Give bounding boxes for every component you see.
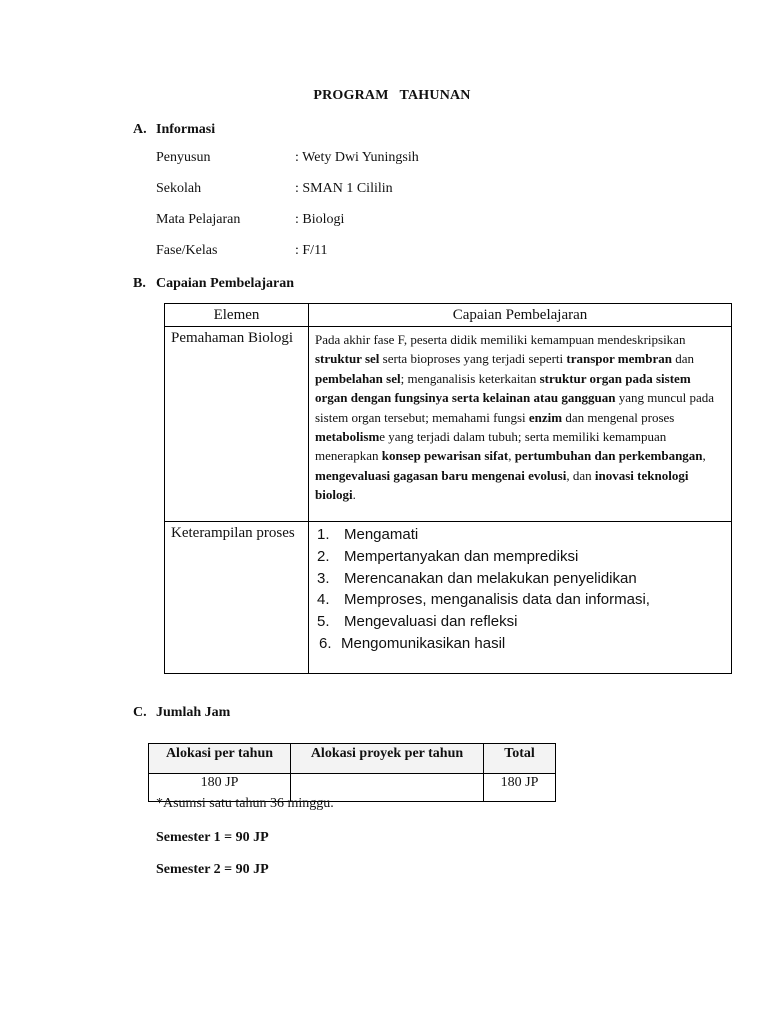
table-row xyxy=(165,327,732,522)
bold-term: pembelahan sel xyxy=(315,370,401,386)
list-text: Mengevaluasi dan refleksi xyxy=(344,613,518,631)
header-alokasi-per-tahun: Alokasi per tahun xyxy=(149,744,291,774)
list-text: Merencanakan dan melakukan penyelidikan xyxy=(344,569,637,587)
text-segment: serta bioproses yang terjadi seperti xyxy=(379,351,567,367)
info-value-mata-pelajaran: : Biologi xyxy=(295,212,345,227)
info-value-penyusun: : Wety Dwi Yuningsih xyxy=(295,150,419,165)
text-segment: ; menganalisis keterkaitan xyxy=(400,370,540,386)
list-item xyxy=(317,633,723,655)
section-b-letter: B. xyxy=(133,276,146,291)
list-text: Mengomunikasikan hasil xyxy=(341,634,506,652)
text-segment: , xyxy=(702,448,706,464)
section-c-letter: C. xyxy=(133,705,147,720)
info-label-sekolah: Sekolah xyxy=(156,181,202,196)
info-label-mata-pelajaran: Mata Pelajaran xyxy=(156,212,241,227)
list-item xyxy=(317,568,723,590)
semester-2: Semester 2 = 90 JP xyxy=(156,862,269,877)
section-a-title: Informasi xyxy=(156,122,216,137)
text-segment: yang muncul pada sistem organ tersebut; memahami fungsi xyxy=(315,390,715,425)
bold-term: inovasi teknologi biologi xyxy=(315,467,689,503)
section-c-heading xyxy=(133,705,230,721)
header-total: Total xyxy=(484,744,556,774)
bold-term: mengevaluasi gagasan baru mengenai evolusi xyxy=(315,467,567,483)
list-text: Mempertanyakan dan memprediksi xyxy=(344,547,579,565)
text-segment: e yang terjadi dalam tubuh; serta memiliki kemampuan menerapkan xyxy=(315,429,667,464)
capaian-table-header xyxy=(165,304,732,327)
section-b-title: Capaian Pembelajaran xyxy=(156,276,295,291)
list-item xyxy=(317,546,723,568)
cell-alokasi-per-tahun: 180 JP xyxy=(149,774,291,802)
section-a-heading xyxy=(133,122,215,138)
page-title: PROGRAM TAHUNAN xyxy=(313,88,471,103)
text-segment: Pada akhir fase F, peserta didik memiliki kemampuan mendeskripsikan xyxy=(315,332,686,347)
jumlah-jam-header xyxy=(149,744,556,774)
element-pemahaman-biologi: Pemahaman Biologi xyxy=(165,327,309,522)
bold-term: transpor membran xyxy=(566,351,672,367)
semester-1: Semester 1 = 90 JP xyxy=(156,830,269,845)
list-number: 1. xyxy=(317,526,330,543)
section-c-title: Jumlah Jam xyxy=(156,705,231,720)
info-label-fase-kelas: Fase/Kelas xyxy=(156,243,218,258)
list-number: 5. xyxy=(317,613,330,631)
list-number: 6. xyxy=(319,634,332,652)
cell-total: 180 JP xyxy=(484,774,556,802)
list-item xyxy=(317,589,723,611)
list-number: 2. xyxy=(317,547,330,565)
header-alokasi-proyek: Alokasi proyek per tahun xyxy=(291,744,484,774)
bold-term: struktur sel xyxy=(315,351,380,367)
capaian-description xyxy=(309,327,732,522)
text-segment: , dan xyxy=(566,467,595,483)
capaian-table xyxy=(164,303,732,674)
bold-term: struktur organ pada sistem organ dengan fungsinya serta kelainan atau gangguan xyxy=(315,370,691,406)
bold-term: pertumbuhan dan perkembangan xyxy=(514,448,703,464)
text-segment: , xyxy=(508,448,515,464)
info-value-sekolah: : SMAN 1 Cililin xyxy=(295,181,393,196)
text-segment: dan xyxy=(671,351,694,367)
list-number: 4. xyxy=(317,591,330,609)
list-item xyxy=(317,524,723,546)
list-item xyxy=(317,611,723,633)
bold-term: metabolism xyxy=(315,429,380,445)
header-capaian: Capaian Pembelajaran xyxy=(309,304,732,327)
info-label-penyusun: Penyusun xyxy=(156,150,211,165)
keterampilan-list xyxy=(309,522,732,674)
text-segment: dan mengenal proses xyxy=(562,409,675,425)
bold-term: konsep pewarisan sifat xyxy=(381,448,509,464)
element-keterampilan-proses: Keterampilan proses xyxy=(165,522,309,674)
list-text: Mengamati xyxy=(344,526,419,543)
section-b-heading xyxy=(133,276,294,292)
assumption-note: *Asumsi satu tahun 36 minggu. xyxy=(156,796,334,811)
table-row xyxy=(165,522,732,674)
list-text: Memproses, menganalisis data dan informasi, xyxy=(344,591,650,609)
list-number: 3. xyxy=(317,569,330,587)
header-elemen: Elemen xyxy=(165,304,309,327)
bold-term: enzim xyxy=(528,409,563,425)
text-segment: . xyxy=(352,487,356,503)
section-a-letter: A. xyxy=(133,122,147,137)
jumlah-jam-table xyxy=(148,743,556,802)
info-value-fase-kelas: : F/11 xyxy=(295,243,328,258)
